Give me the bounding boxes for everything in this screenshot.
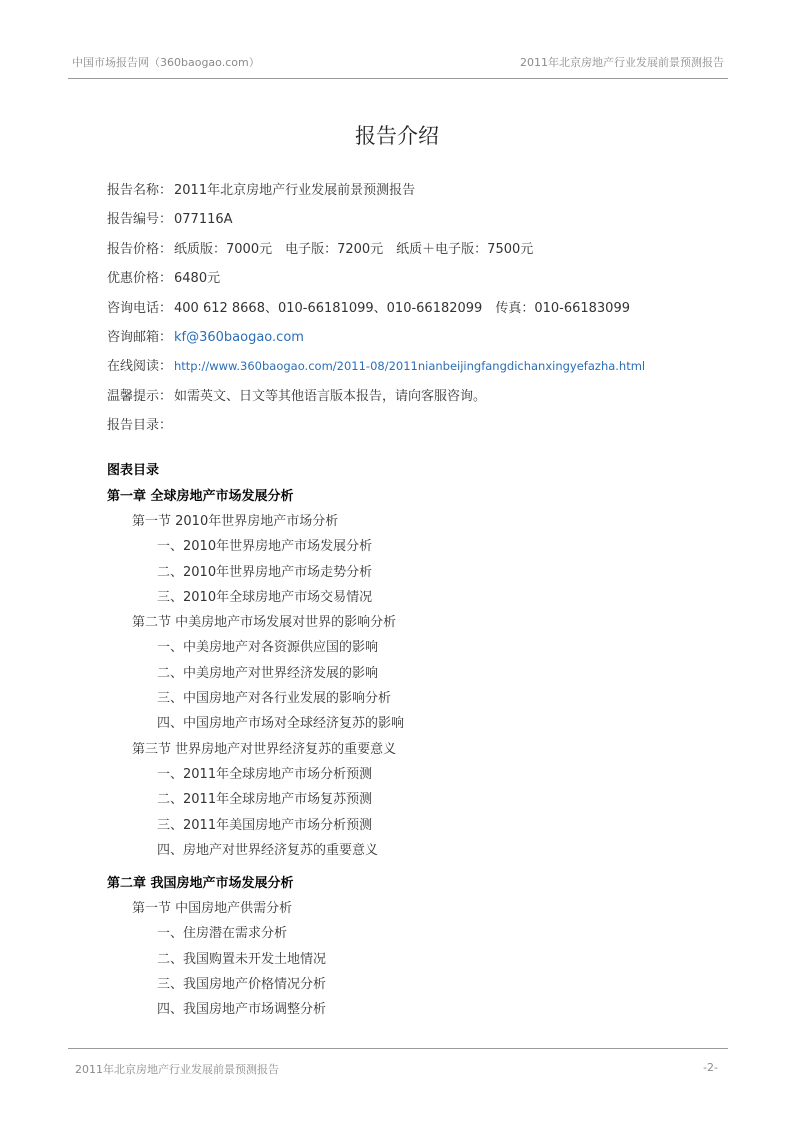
info-label: 报告价格： (107, 241, 173, 257)
footer-report-title: 2011年北京房地产行业发展前景预测报告 (75, 1063, 279, 1076)
toc-item: 三、2011年美国房地产市场分析预测 (157, 817, 373, 833)
header-divider (68, 78, 728, 79)
header-site-name: 中国市场报告网（360baogao.com） (72, 56, 260, 69)
info-label: 咨询电话： (107, 300, 173, 316)
toc-item: 四、房地产对世界经济复苏的重要意义 (157, 842, 379, 858)
info-label: 咨询邮箱： (107, 329, 173, 345)
toc-section: 第二节 中美房地产市场发展对世界的影响分析 (132, 615, 397, 631)
footer-divider (68, 1048, 728, 1049)
report-name-value: 2011年北京房地产行业发展前景预测报告 (174, 183, 416, 198)
toc-item: 三、2010年全球房地产市场交易情况 (157, 589, 373, 605)
info-label: 报告目录： (107, 418, 173, 434)
header-report-title: 2011年北京房地产行业发展前景预测报告 (520, 56, 724, 69)
toc-heading: 图表目录 (107, 463, 160, 478)
toc-chapter: 第一章 全球房地产市场发展分析 (107, 489, 294, 504)
info-row-email (107, 323, 645, 352)
phone-value: 400 612 8668、010-66181099、010-66182099 传真：010-66183099 (174, 300, 630, 316)
info-label: 温馨提示： (107, 388, 173, 404)
info-row-online (107, 352, 645, 381)
toc-item: 二、中美房地产对世界经济发展的影响 (157, 665, 379, 681)
toc-item: 一、住房潜在需求分析 (157, 926, 288, 942)
info-row-code (107, 205, 645, 234)
toc-item: 一、中美房地产对各资源供应国的影响 (157, 640, 379, 656)
toc-section: 第三节 世界房地产对世界经济复苏的重要意义 (132, 741, 397, 757)
info-row-toc (107, 411, 645, 440)
toc-item: 四、中国房地产市场对全球经济复苏的影响 (157, 716, 405, 732)
info-row-tip (107, 382, 645, 411)
toc-chapter: 第二章 我国房地产市场发展分析 (107, 876, 294, 892)
info-label: 在线阅读： (107, 359, 173, 375)
toc-spacer (107, 863, 404, 871)
toc-item: 四、我国房地产市场调整分析 (157, 1002, 327, 1018)
info-row-name (107, 176, 645, 205)
discount-price-value: 6480元 (174, 271, 221, 287)
toc-item: 二、2011年全球房地产市场复苏预测 (157, 792, 373, 808)
toc-item: 一、2011年全球房地产市场分析预测 (157, 766, 373, 782)
info-label: 优惠价格： (107, 271, 173, 287)
info-label: 报告名称： (107, 183, 173, 198)
toc-section: 第一节 2010年世界房地产市场分析 (132, 514, 339, 529)
toc-item: 二、2010年世界房地产市场走势分析 (157, 564, 373, 580)
email-link[interactable]: kf@360baogao.com (174, 329, 304, 345)
toc-section: 第一节 中国房地产供需分析 (132, 901, 293, 917)
online-read-link[interactable]: http://www.360baogao.com/2011-08/2011nianbeijingfangdichanxingyefazha.html (174, 359, 646, 374)
table-of-contents (107, 458, 404, 1023)
page-title: 报告介绍 (355, 124, 439, 148)
info-row-price (107, 235, 645, 264)
page-number: -2- (703, 1061, 718, 1074)
tip-value: 如需英文、日文等其他语言版本报告，请向客服咨询。 (174, 388, 487, 404)
report-info (107, 176, 645, 441)
toc-item: 二、我国购置未开发土地情况 (157, 951, 327, 967)
report-price-value: 纸质版：7000元 电子版：7200元 纸质＋电子版：7500元 (174, 241, 534, 257)
info-row-discount (107, 264, 645, 293)
info-row-phone (107, 294, 645, 323)
report-code-value: 077116A (174, 212, 233, 228)
info-label: 报告编号： (107, 212, 173, 228)
toc-item: 三、中国房地产对各行业发展的影响分析 (157, 691, 392, 707)
toc-item: 一、2010年世界房地产市场发展分析 (157, 539, 373, 555)
toc-item: 三、我国房地产价格情况分析 (157, 977, 327, 993)
